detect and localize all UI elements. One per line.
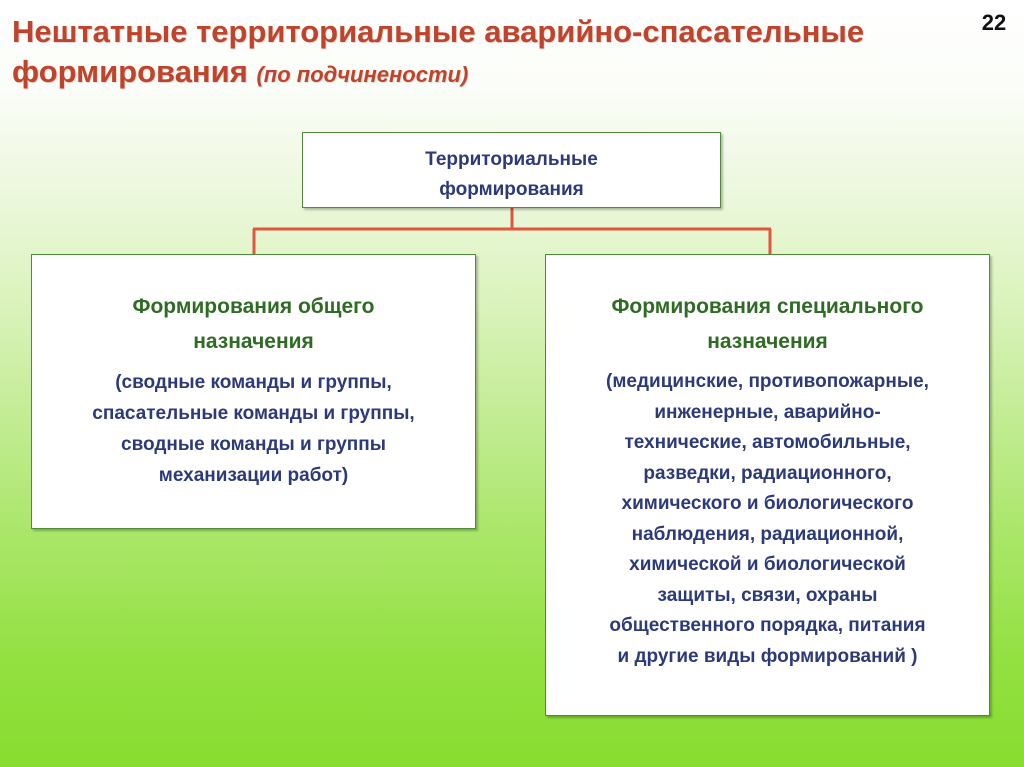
general-purpose-details: (сводные команды и группы, спасательные команды и группы, сводные команды и группы механизации работ) [92,372,415,486]
root-node-box [302,132,721,208]
general-purpose-heading: Формирования общего назначения [132,295,375,353]
special-purpose-box [545,254,990,716]
special-purpose-details: (медицинские, противопожарные, инженерные, аварийно- технические, автомобильные, разведки, радиационного, химического и биологического наблюдения, радиационной, химической и биологической защиты, связи, охраны общественного порядка, питания и другие виды формирований ) [606,371,929,667]
slide-title-text: Нештатные территориальные аварийно-спасательные формирования [12,14,865,89]
root-node-label: Территориальные формирования [425,149,598,200]
special-purpose-heading: Формирования специального назначения [611,295,924,353]
slide-title [12,12,972,95]
page-number: 22 [981,10,1007,35]
general-purpose-box [31,254,476,529]
slide-subtitle: (по подчинености) [256,62,469,87]
